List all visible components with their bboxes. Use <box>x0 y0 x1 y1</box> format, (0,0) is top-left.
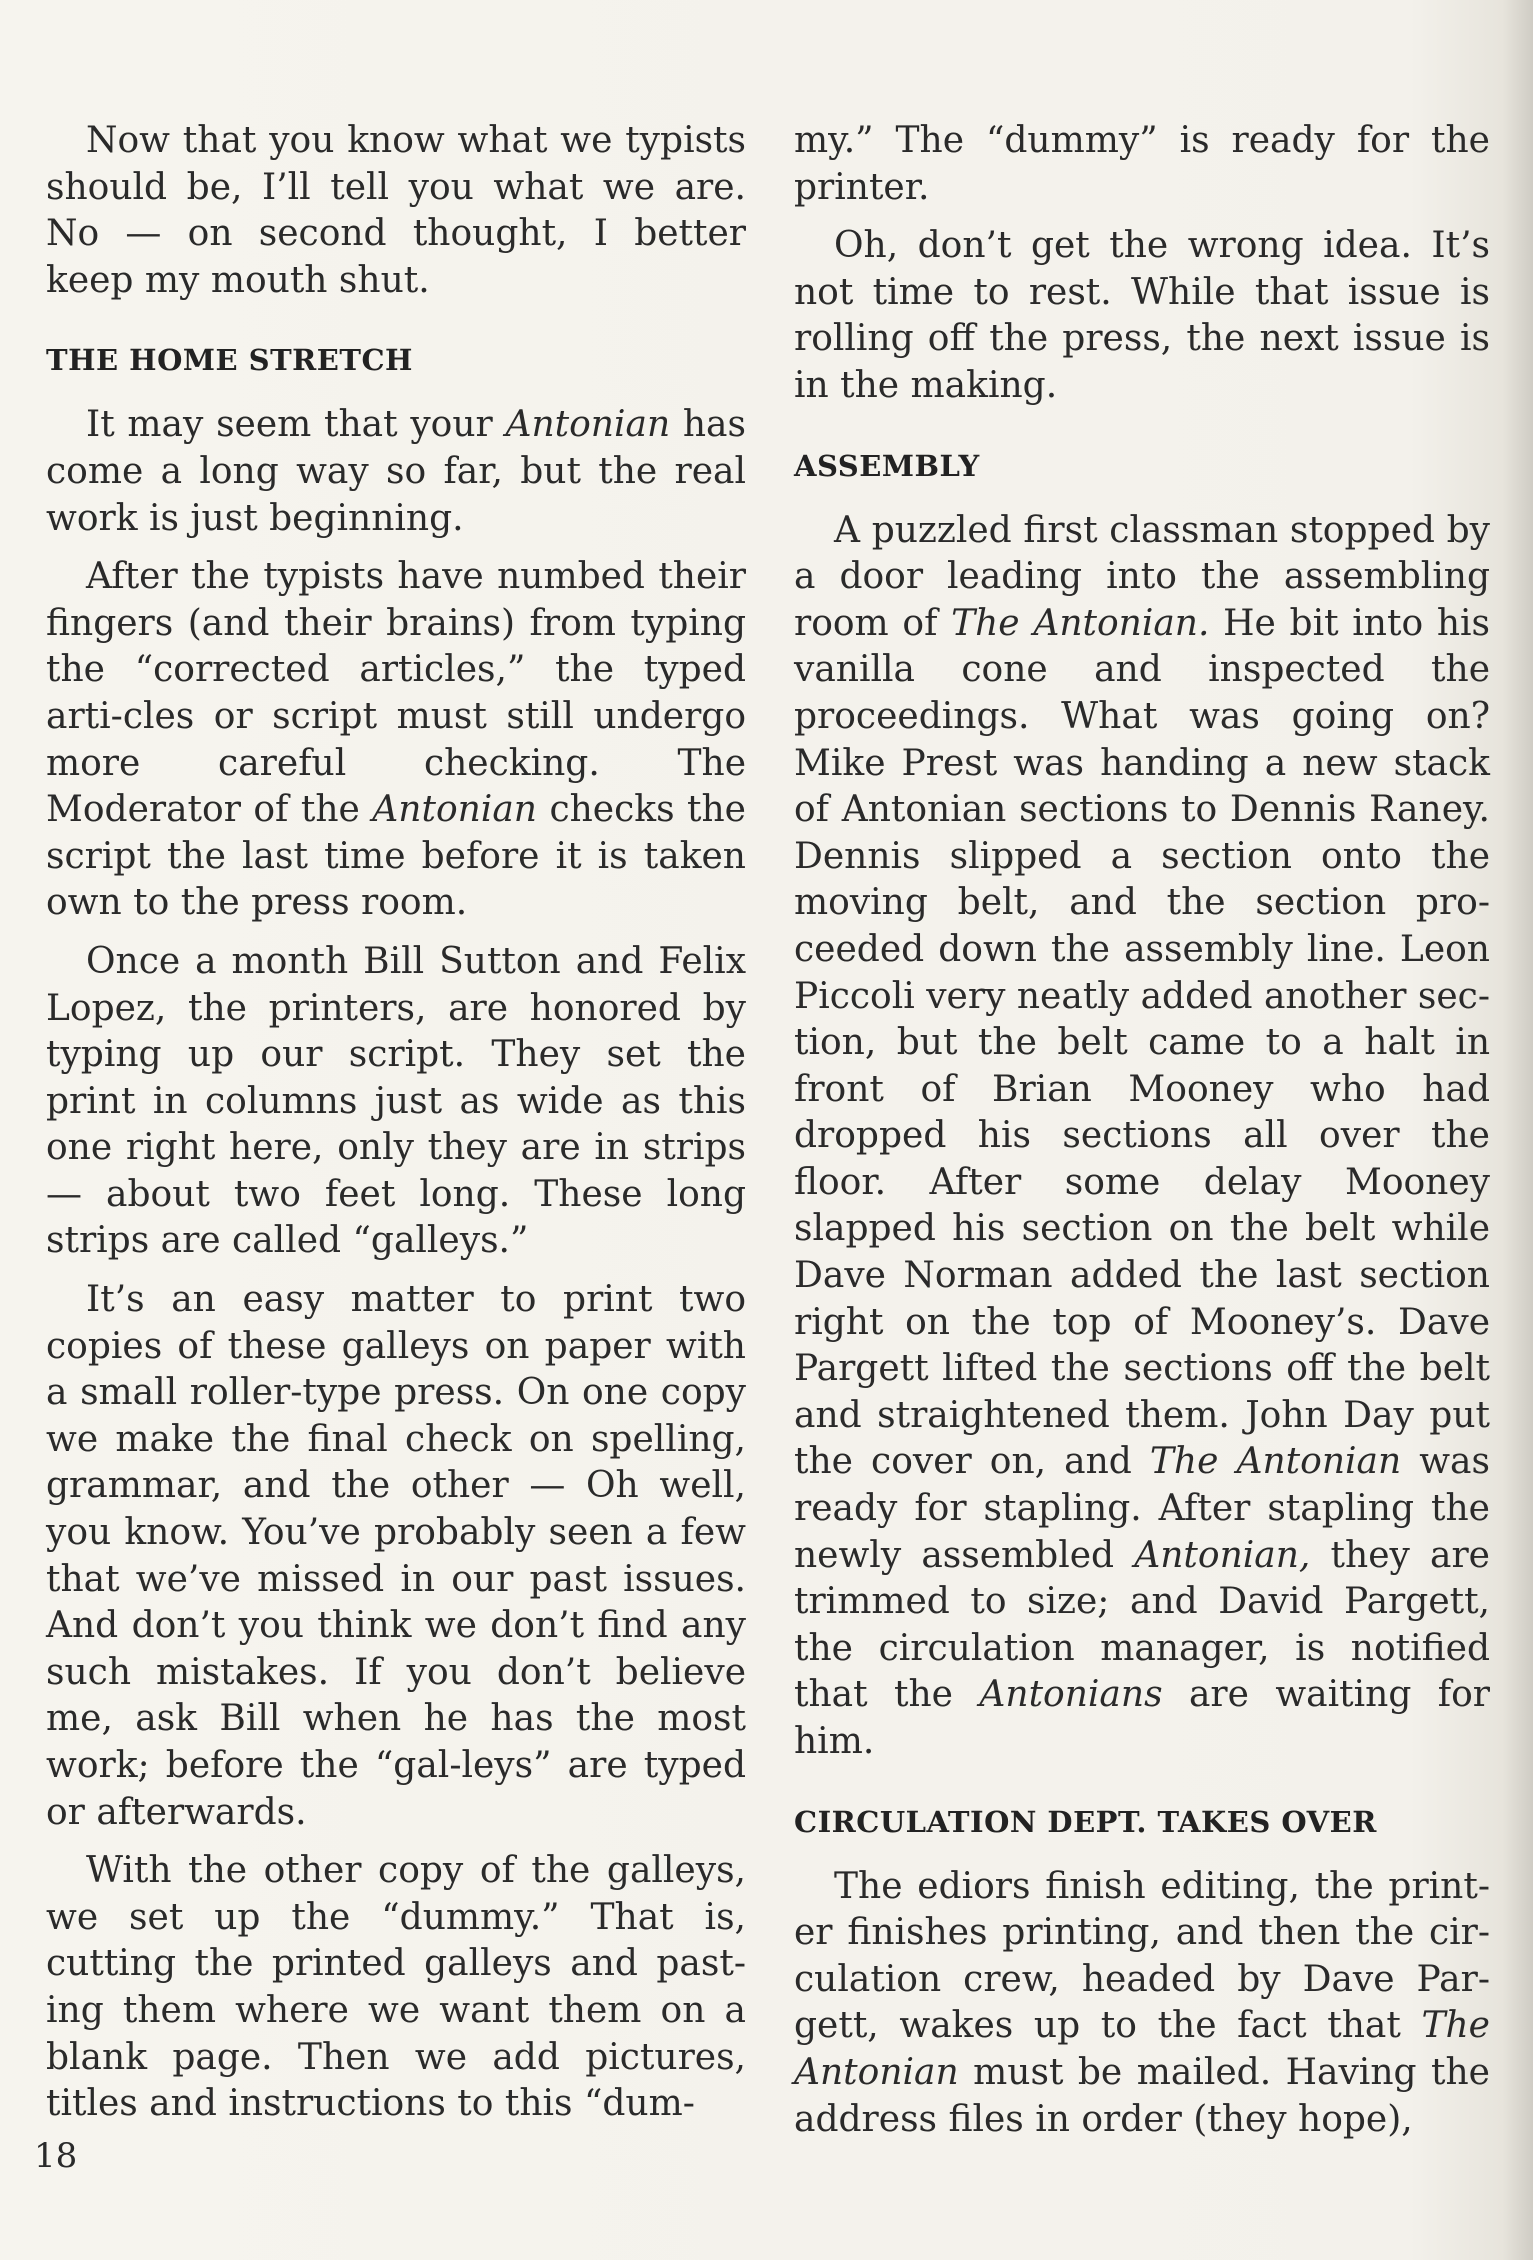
paragraph: It’s an easy matter to print two copies of these galleys on paper with a small roller-type press. On one copy we make the final check on spelling, grammar, and the other — Oh well, you know. You’ve probably seen a few that we’ve missed in our past issues. And don’t you think we don’t find any such mistakes. If you don’t believe me, ask Bill when he has the most work; before the “gal-leys” are typed or afterwards. <box>46 1279 746 1833</box>
italic-title: Antonian <box>372 789 537 831</box>
paragraph-text: checks the script the last time before it is taken own to the press room. <box>46 789 746 924</box>
italic-title: Antonians <box>979 1674 1163 1716</box>
section-heading-assembly: ASSEMBLY <box>794 448 980 483</box>
paragraph <box>794 508 1490 1766</box>
paragraph <box>46 118 746 304</box>
section-heading-home-stretch: THE HOME STRETCH <box>46 343 413 378</box>
paragraph-text: was ready for stapling. After stapling the newly assembled <box>794 1441 1490 1576</box>
paragraph-text: After the typists have numbed their fingers (and their brains) from typing the “corrected articles,” the typed arti-cles or script must still undergo more careful checking. The Moderator of the <box>46 556 746 831</box>
section-heading-circulation: CIRCULATION DEPT. TAKES OVER <box>794 1804 1377 1839</box>
paragraph-text: He bit into his vanilla cone and inspected the proceedings. What was going on? Mike Prest was handing a new stack of Antonian sections to Dennis Raney. Dennis slipped a section onto the moving belt, and the section pro-ceeded down the assembly line. Leon Piccoli very neatly added another sec-tion, but the belt came to a halt in front of Brian Mooney who had dropped his sections all over the floor. After some delay Mooney slapped his section on the belt while Dave Norman added the last section right on the top of Mooney’s. Dave Pargett lifted the sections off the belt and straightened them. John Day put the cover on, and <box>794 602 1491 1483</box>
italic-title: Antonian <box>505 404 671 446</box>
italic-title: The Antonian <box>1149 1441 1402 1483</box>
paragraph-text: A puzzled first classman stopped by a door leading into the assembling room of <box>794 509 1490 644</box>
paragraph <box>46 402 746 542</box>
left-column <box>46 118 746 2128</box>
paragraph-text: must be mailed. Having the address files in order (they hope), <box>794 2051 1490 2140</box>
paragraph-text: has come a long way so far, but the real work is just beginning. <box>46 404 746 539</box>
paragraph-text: Now that you know what we typists should be, I’ll tell you what we are. No — on second thought, I better keep my mouth shut. <box>46 120 746 301</box>
page-number: 18 <box>34 2136 78 2176</box>
paragraph: With the other copy of the galleys, we set up the “dummy.” That is, cutting the printed galleys and past-ing them where we want them on a blank page. Then we add pictures, titles and instructions to this “dum- <box>46 1850 746 2125</box>
paragraph-text: It may seem that your <box>86 404 506 446</box>
italic-title: The Antonian <box>794 2005 1490 2093</box>
paragraph <box>46 554 746 927</box>
italic-title: Antonian, <box>1134 1534 1311 1576</box>
italic-title: The Antonian. <box>951 602 1210 644</box>
paragraph-text: they are trimmed to size; and David Pargett, the circulation manager, is notified that the <box>794 1534 1490 1716</box>
paragraph-text: The ediors finish editing, the print-er finishes printing, and then the cir-culation crew, headed by Dave Par-gett, wakes up to the fact that <box>794 1865 1490 2047</box>
paragraph: Once a month Bill Sutton and Felix Lopez, the printers, are honored by typing up our script. They set the print in columns just as wide as this one right here, only they are in strips — about two feet long. These long strips are called “galleys.” <box>46 940 746 1262</box>
paragraph-text: are waiting for him. <box>794 1674 1490 1762</box>
paragraph <box>794 1864 1490 2144</box>
paragraph: Oh, don’t get the wrong idea. It’s not time to rest. While that issue is rolling off the press, the next issue is in the making. <box>794 225 1490 406</box>
paragraph: my.” The “dummy” is ready for the printer. <box>794 120 1490 208</box>
right-column <box>794 118 1490 2143</box>
